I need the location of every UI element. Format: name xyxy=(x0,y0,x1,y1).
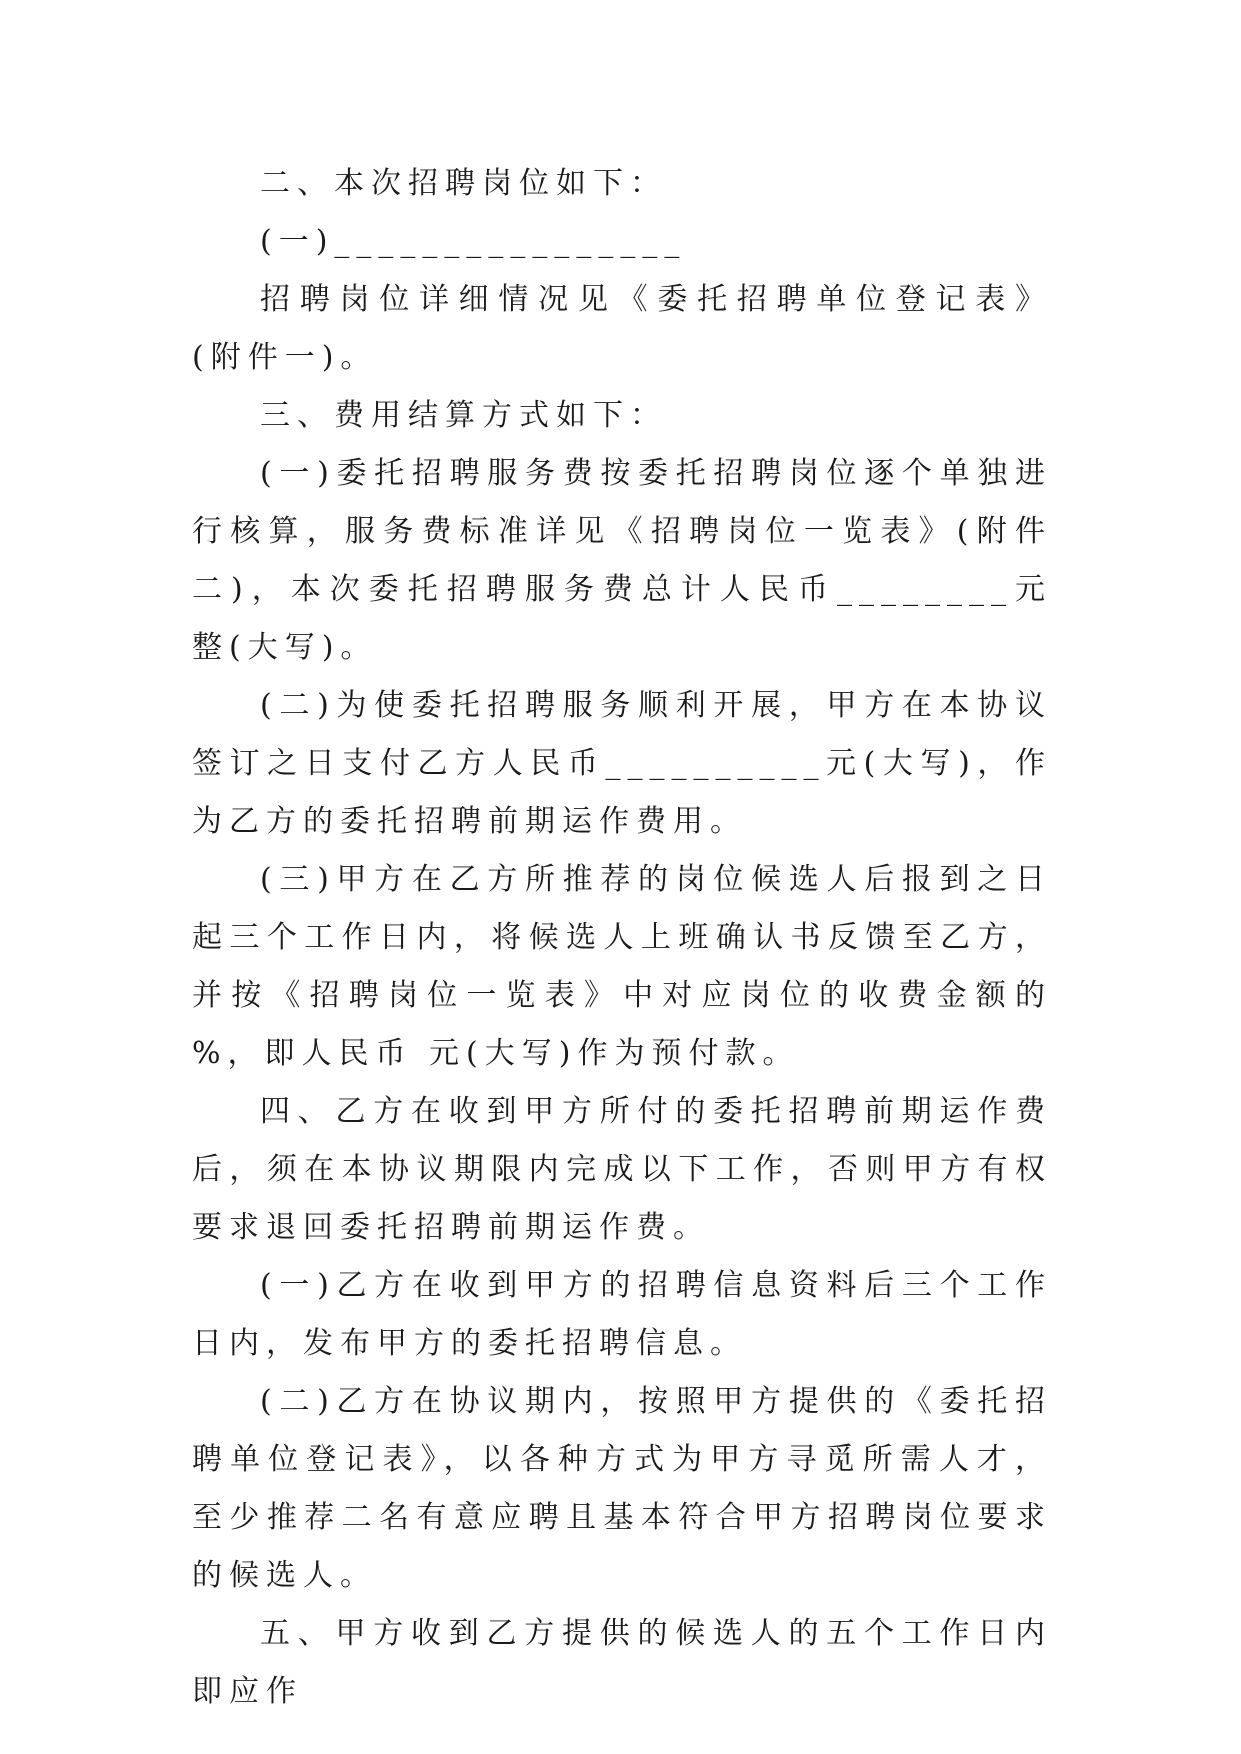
work-clause-1: (一)乙方在收到甲方的招聘信息资料后三个工作日内，发布甲方的委托招聘信息。 xyxy=(192,1268,1052,1361)
section-4-paragraph: 四、乙方在收到甲方所付的委托招聘前期运作费后，须在本协议期限内完成以下工作，否则甲方有权要求退回委托招聘前期运作费。 xyxy=(192,1094,1052,1245)
document-page xyxy=(192,155,1052,1721)
fee-clause-1: (一)委托招聘服务费按委托招聘岗位逐个单独进行核算，服务费标准详见《招聘岗位一览表》(附件二)，本次委托招聘服务费总计人民币________元整(大写)。 xyxy=(192,456,1052,665)
section-5-paragraph: 五、甲方收到乙方提供的候选人的五个工作日内即应作 xyxy=(192,1616,1052,1709)
section-3-heading: 三、费用结算方式如下： xyxy=(260,398,667,433)
work-clause-2: (二)乙方在协议期内，按照甲方提供的《委托招聘单位登记表》，以各种方式为甲方寻觅所需人才，至少推荐二名有意应聘且基本符合甲方招聘岗位要求的候选人。 xyxy=(192,1384,1052,1593)
fee-clause-3: (三)甲方在乙方所推荐的岗位候选人后报到之日起三个工作日内，将候选人上班确认书反馈至乙方，并按《招聘岗位一览表》中对应岗位的收费金额的 %，即人民币 元(大写)作为预付款。 xyxy=(192,862,1052,1071)
fee-clause-2: (二)为使委托招聘服务顺利开展，甲方在本协议签订之日支付乙方人民币__________元(大写)，作为乙方的委托招聘前期运作费用。 xyxy=(192,688,1052,839)
position-details-note: 招聘岗位详细情况见《委托招聘单位登记表》(附件一)。 xyxy=(192,282,1052,375)
position-item-1: (一)________________ xyxy=(260,224,687,259)
section-2-heading: 二、本次招聘岗位如下： xyxy=(260,166,667,201)
